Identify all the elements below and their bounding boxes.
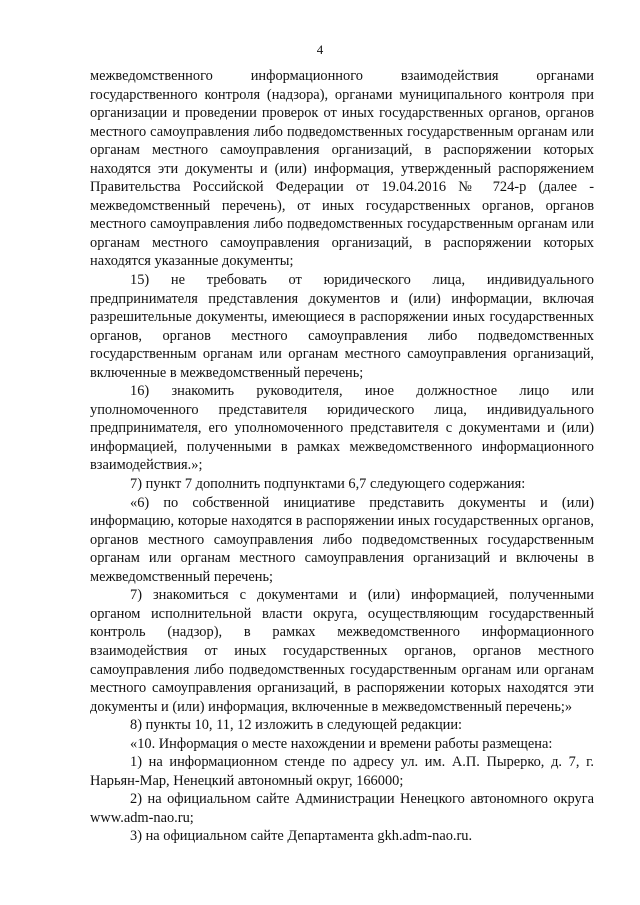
- paragraph-continuation: межведомственного информационного взаимодействия органами государственного контроля (надзора), органами муниципального контроля при организации и проведении проверок от иных государственных органов, органов местного самоуправления либо подведомственных государственным органам или органам местного самоуправления организаций, в распоряжении которых находятся эти документы и (или) информация, утвержденный распоряжением Правительства Российской Федерации от 19.04.2016 № 724-р (далее - межведомственный перечень), от иных государственных органов, органов местного самоуправления либо подведомственных государственным органам или органам местного самоуправления организаций, в распоряжении которых находятся указанные документы;: [90, 68, 594, 270]
- page-number: 4: [316, 42, 324, 57]
- paragraph-amendment-8: 8) пункты 10, 11, 12 изложить в следующей редакции:: [130, 717, 463, 734]
- paragraph-location-stand: 1) на информационном стенде по адресу ул. им. А.П. Пырерко, д. 7, г. Нарьян-Мар, Ненецкий автономный округ, 166000;: [90, 754, 594, 789]
- paragraph-item-16: 16) знакомить руководителя, иное должностное лицо или уполномоченного представителя юридического лица, индивидуального предпринимателя, его уполномоченного представителя с документами и (или) информацией, полученными в рамках межведомственного информационного взаимодействия.»;: [90, 383, 594, 474]
- paragraph-subitem-7: 7) знакомиться с документами и (или) информацией, полученными органом исполнительной власти округа, осуществляющим государственный контроль (надзор), в рамках межведомственного информационного взаимодействия от иных государственных органов, органов местного самоуправления либо подведомственных государственным органам или органам местного самоуправления организаций, в распоряжении которых находятся эти документы и (или) информация, включенные в межведомственный перечень;»: [90, 587, 594, 715]
- paragraph-amendment-7: 7) пункт 7 дополнить подпунктами 6,7 следующего содержания:: [130, 476, 526, 493]
- paragraph-location-admin-site: 2) на официальном сайте Администрации Ненецкого автономного округа www.adm-nao.ru;: [90, 791, 594, 826]
- paragraph-location-department-site: 3) на официальном сайте Департамента gkh.adm-nao.ru.: [130, 828, 473, 845]
- paragraph-item-10: «10. Информация о месте нахождении и времени работы размещена:: [130, 735, 553, 752]
- document-body: [90, 67, 594, 846]
- paragraph-item-15: 15) не требовать от юридического лица, индивидуального предпринимателя представления документов и (или) информации, включая разрешительные документы, имеющиеся в распоряжении иных государственных органов, органов местного самоуправления либо подведомственных государственным органам или органам местного самоуправления организаций, включенные в межведомственный перечень;: [90, 272, 594, 381]
- paragraph-subitem-6: «6) по собственной инициативе представить документы и (или) информацию, которые находятся в распоряжении иных государственных органов, органов местного самоуправления либо подведомственных государственным органам или органам местного самоуправления организаций и включены в межведомственный перечень;: [90, 494, 594, 585]
